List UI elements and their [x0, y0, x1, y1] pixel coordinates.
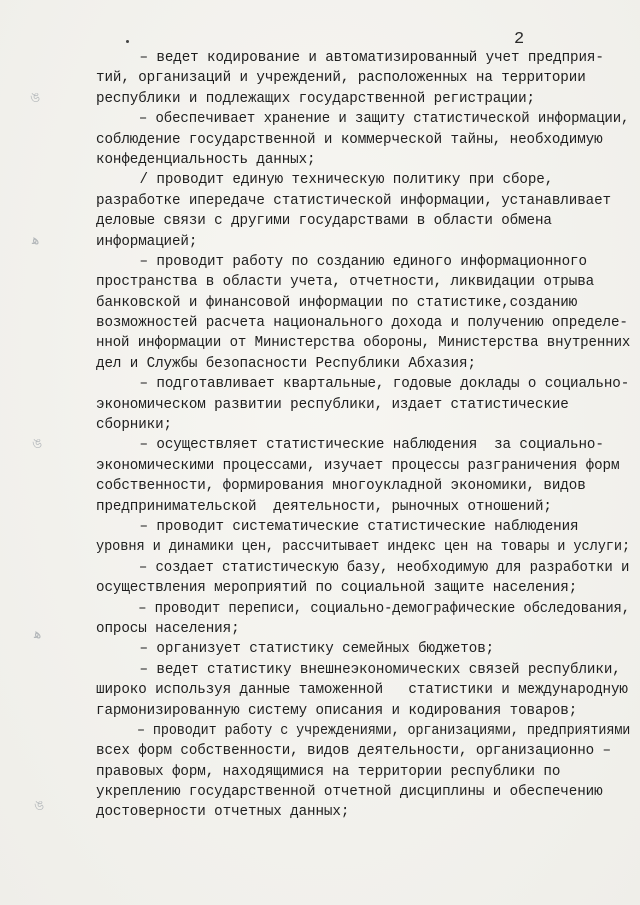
- punch-hole-mark-3: ঙ: [32, 436, 43, 452]
- text-line: – проводит систематические статистические наблюдения: [139, 518, 579, 535]
- text-line: – создает статистическую базу, необходимую для разработки и: [138, 559, 630, 576]
- text-line: пространства в области учета, отчетности, ликвидации отрыва: [96, 274, 595, 291]
- text-line: республики и подлежащих государственной регистрации;: [96, 90, 535, 107]
- text-line: уровня и динамики цен, рассчитывает индекс цен на товары и услуги;: [96, 539, 631, 556]
- text-line: возможностей расчета национального дохода и получению определе-: [96, 315, 628, 332]
- text-line: осуществления мероприятий по социальной защите населения;: [96, 580, 578, 597]
- punch-hole-mark-4: ﻫ: [34, 626, 42, 642]
- punch-hole-mark-5: ঙ: [34, 798, 45, 814]
- text-line: достоверности отчетных данных;: [96, 804, 350, 821]
- text-line: – осуществляет статистические наблюдения за социально-: [139, 437, 604, 454]
- text-line: – подготавливает квартальные, годовые доклады о социально-: [139, 376, 630, 393]
- text-line: – ведет статистику внешнеэкономических связей республики,: [139, 661, 621, 678]
- text-line: – проводит переписи, социально-демографические обследования,: [138, 600, 630, 617]
- top-dot-mark: [126, 40, 129, 43]
- text-line: информацией;: [96, 233, 198, 250]
- text-line: разработке ипередаче статистической информации, устанавливает: [96, 192, 611, 209]
- text-line: деловые связи с другими государствами в области обмена: [96, 213, 552, 230]
- text-line: – организует статистику семейных бюджетов;: [139, 641, 495, 658]
- text-line: – проводит работу с учреждениями, организациями, предприятиями: [137, 722, 631, 739]
- text-line: – обеспечивает хранение и защиту статистической информации,: [138, 111, 630, 128]
- text-line: соблюдение государственной и коммерческой тайны, необходимую: [96, 131, 603, 148]
- text-line: укреплению государственной отчетной дисциплины и обеспечению: [96, 784, 603, 801]
- text-line: банковской и финансовой информации по статистике,созданию: [96, 294, 578, 311]
- text-line: сборники;: [96, 417, 172, 434]
- document-text-body: [96, 48, 636, 823]
- text-line: конфеденциальность данных;: [96, 151, 316, 168]
- text-line: нной информации от Министерства обороны, Министерства внутренних: [96, 335, 631, 352]
- text-line: экономическими процессами, изучает процессы разграничения форм: [96, 457, 620, 474]
- text-line: опросы населения;: [96, 620, 240, 637]
- text-line: широко используя данные таможенной статистики и международную: [96, 682, 628, 699]
- punch-hole-mark-1: ঙ: [30, 90, 41, 106]
- page-number: 2: [514, 30, 525, 49]
- text-line: – проводит работу по созданию единого информационного: [139, 253, 587, 270]
- text-line: / проводит единую техническую политику при сборе,: [139, 172, 554, 189]
- punch-hole-mark-2: ﻫ: [32, 232, 40, 248]
- text-line: экономическом развитии республики, издает статистические: [96, 396, 569, 413]
- text-line: правовых форм, находящимися на территории республики по: [96, 763, 561, 780]
- text-line: гармонизированную систему описания и кодирования товаров;: [96, 702, 578, 719]
- text-line: тий, организаций и учреждений, расположенных на территории: [96, 70, 586, 87]
- text-line: предпринимательской деятельности, рыночных отношений;: [96, 498, 552, 515]
- text-line: – ведет кодирование и автоматизированный учет предприя-: [139, 50, 604, 66]
- text-line: дел и Службы безопасности Республики Абхазия;: [96, 355, 476, 372]
- text-line: собственности, формирования многоукладной экономики, видов: [96, 478, 586, 495]
- text-line: всех форм собственности, видов деятельности, организационно –: [96, 743, 611, 760]
